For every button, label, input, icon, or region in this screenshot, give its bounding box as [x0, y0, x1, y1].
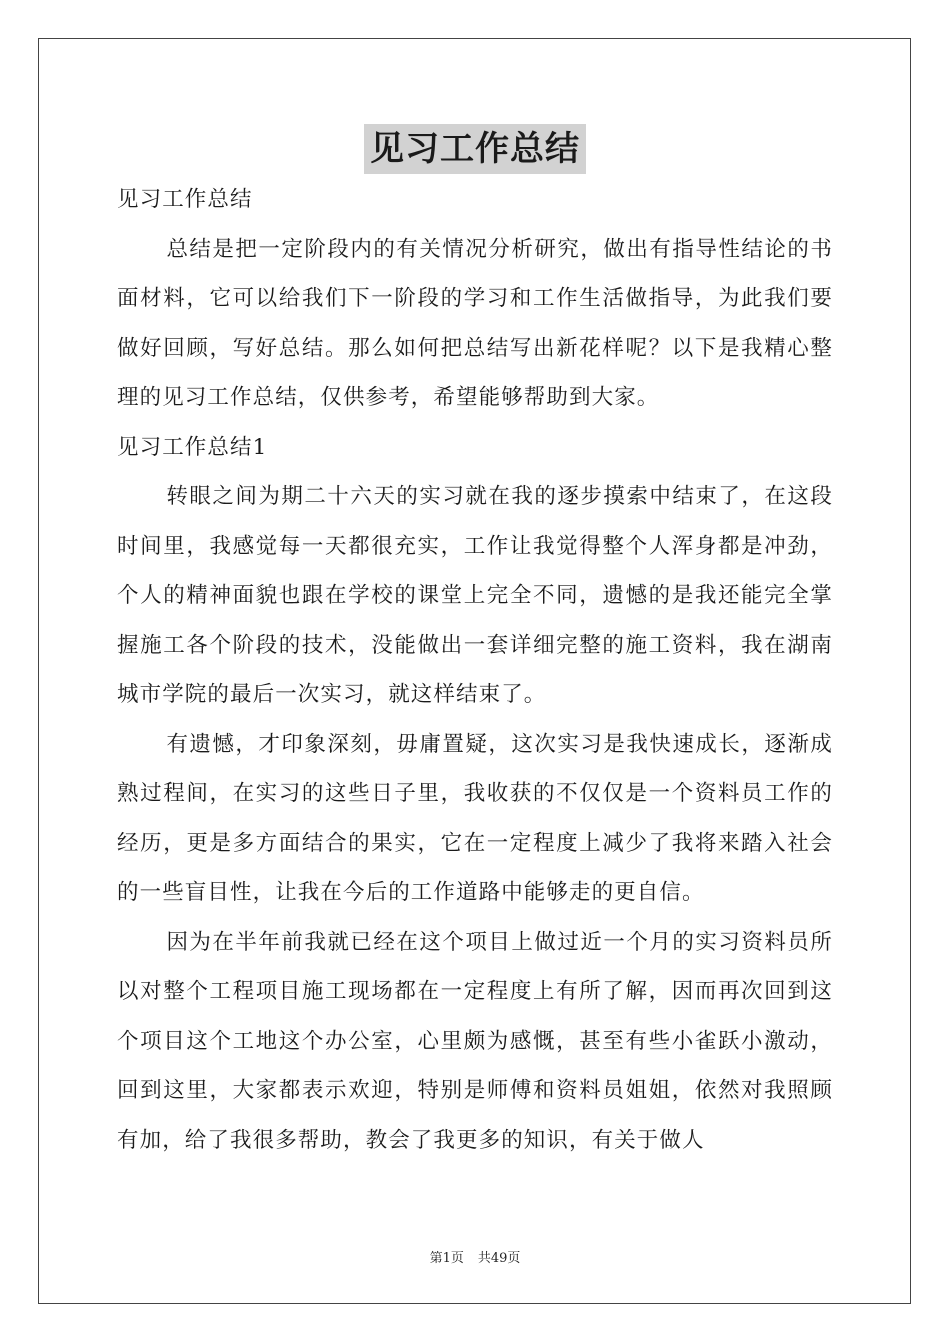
paragraph-body: 转眼之间为期二十六天的实习就在我的逐步摸索中结束了，在这段时间里，我感觉每一天都很充实，工作让我觉得整个人浑身都是冲劲，个人的精神面貌也跟在学校的课堂上完全不同，遗憾的是我还能完全掌握施工各个阶段的技术，没能做出一套详细完整的施工资料，我在湖南城市学院的最后一次实习，就这样结束了。 [117, 484, 833, 707]
paragraph-body: 有遗憾，才印象深刻，毋庸置疑，这次实习是我快速成长，逐渐成熟过程间，在实习的这些日子里，我收获的不仅仅是一个资料员工作的经历，更是多方面结合的果实，它在一定程度上减少了我将来踏入社会的一些盲目性，让我在今后的工作道路中能够走的更自信。 [117, 731, 833, 905]
paragraph-body: 因为在半年前我就已经在这个项目上做过近一个月的实习资料员所以对整个工程项目施工现场都在一定程度上有所了解，因而再次回到这个项目这个工地这个办公室，心里颇为感慨，甚至有些小雀跃小激动，回到这里，大家都表示欢迎，特别是师傅和资料员姐姐，依然对我照顾有加，给了我很多帮助，教会了我更多的知识，有关于做人 [117, 929, 833, 1153]
section-heading-1: 见习工作总结1 [117, 434, 268, 460]
page-number: 第1页 [429, 1251, 464, 1266]
document-title [0, 124, 950, 174]
document-body [117, 175, 833, 1165]
page-total: 共49页 [477, 1251, 521, 1266]
document-title-text: 见习工作总结 [364, 124, 586, 174]
paragraph-subtitle: 见习工作总结 [117, 187, 253, 212]
paragraph-intro: 总结是把一定阶段内的有关情况分析研究，做出有指导性结论的书面材料，它可以给我们下一阶段的学习和工作生活做指导，为此我们要做好回顾，写好总结。那么如何把总结写出新花样呢？以下是我精心整理的见习工作总结，仅供参考，希望能够帮助到大家。 [117, 236, 833, 410]
page-footer [0, 1247, 950, 1266]
